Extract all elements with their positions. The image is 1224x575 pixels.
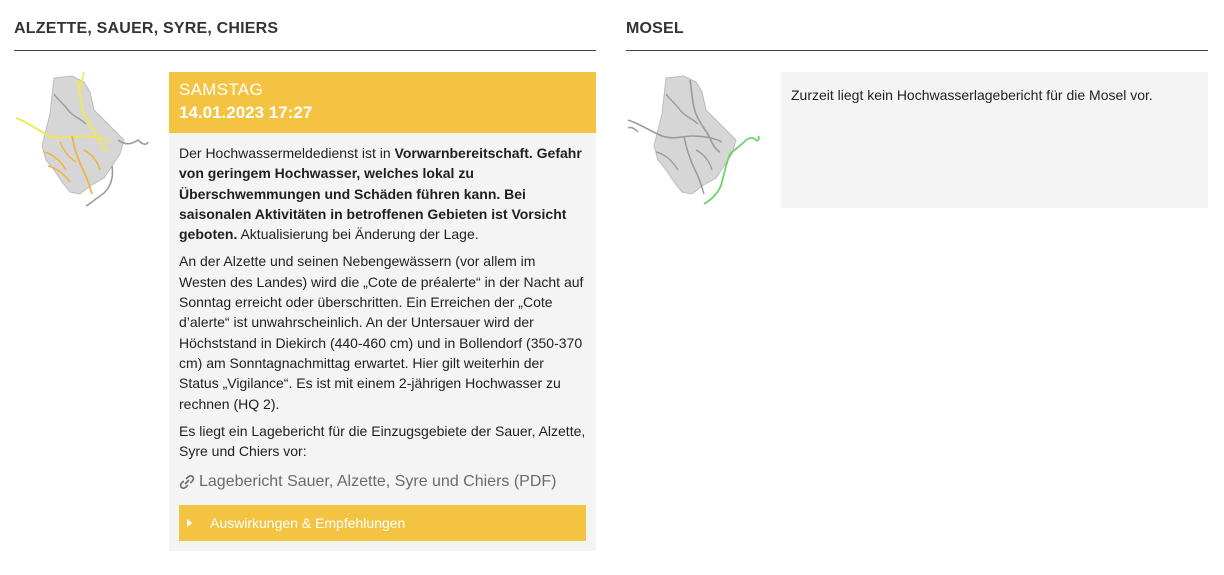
report-note-paragraph: Es liegt ein Lagebericht für die Einzugsgebiete der Sauer, Alzette, Syre und Chiers vor: [179,422,586,460]
mosel-no-report-message: Zurzeit liegt kein Hochwasserlagebericht für die Mosel vor. [791,87,1153,103]
flood-report-card [169,72,596,551]
status-prefix: Der Hochwassermeldedienst ist in [179,145,395,161]
pdf-link-label: Lagebericht Sauer, Alzette, Syre und Chiers (PDF) [199,473,557,491]
accordion-label: Auswirkungen & Empfehlungen [210,515,406,532]
impacts-accordion-toggle[interactable] [179,505,586,541]
status-suffix: Aktualisierung bei Änderung der Lage. [237,226,479,243]
river-map-mosel-icon [626,70,766,210]
section-title-alzette: ALZETTE, SAUER, SYRE, CHIERS [14,0,596,51]
report-day: SAMSTAG [179,80,263,99]
report-detail-paragraph: An der Alzette und seinen Nebengewässern (vor allem im Westen des Landes) wird die „Cote de préalerte“ in der Nacht auf Sonntag erreicht oder überschritten. Ein Erreichen der „Cote d’alerte“ ist unwahrscheinlich. An der Untersauer wird der Höchststand in Diekirch (440-460 cm) und in Bollendorf (350-370 cm) am Sonntagnachmittag erwartet. Hier gilt weiterhin der Status „Vigilance“. Es ist mit einem 2-jährigen Hochwasser zu rechnen (HQ 2). [179,253,584,412]
report-datetime: 14.01.2023 17:27 [179,103,313,122]
report-body [169,133,596,551]
mosel-report-card [781,72,1208,208]
status-warning-bold: Vorwarnbereitschaft. Gefahr von geringem Hochwasser, welches lokal zu Überschwemmungen und Schäden führen kann. Bei saisonalen Aktivitäten in betroffenen Gebieten ist Vorsicht geboten. [179,145,582,243]
link-icon [179,474,195,490]
section-title-mosel: MOSEL [626,0,1208,51]
report-header [169,72,596,133]
pdf-report-link[interactable] [179,471,586,493]
report-status-paragraph [179,143,586,244]
region-mosel [626,0,1208,103]
region-alzette-sauer [14,0,596,532]
river-map-alzette-icon [14,70,154,210]
triangle-right-icon [187,519,192,527]
